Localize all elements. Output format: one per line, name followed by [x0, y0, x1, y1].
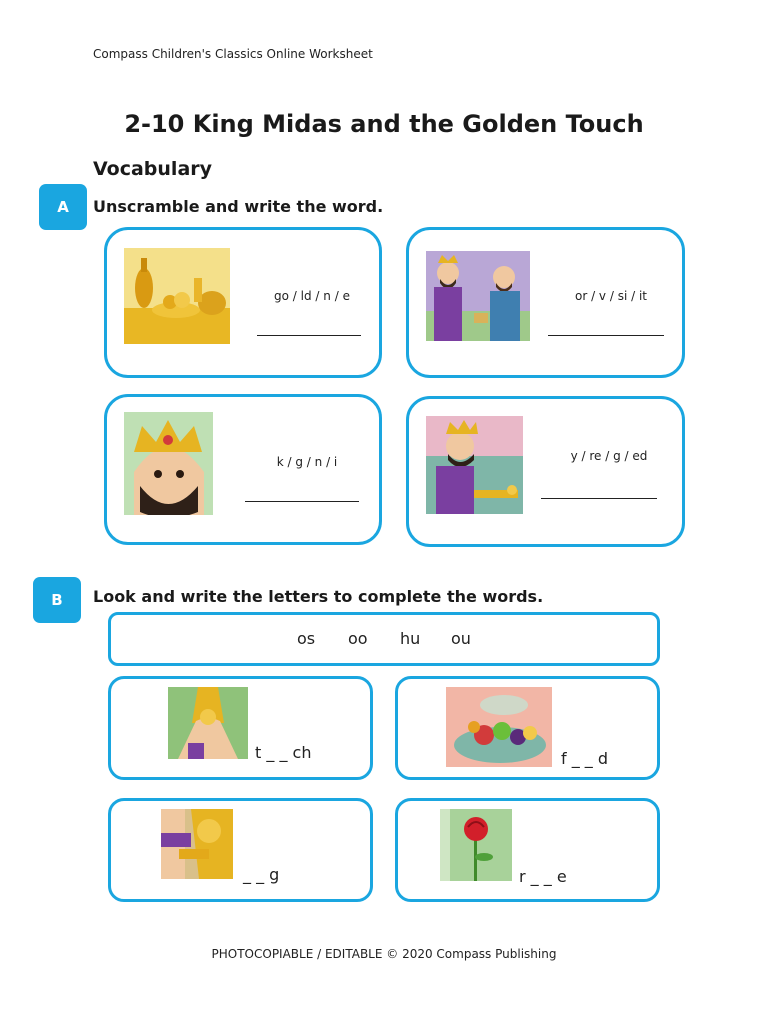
- word-card-2: [395, 676, 660, 780]
- answer-line[interactable]: [257, 335, 361, 336]
- word-bank-item: oo: [348, 629, 368, 648]
- word-card-3: [108, 798, 373, 902]
- section-heading: Vocabulary: [93, 158, 213, 180]
- word-bank-item: ou: [451, 629, 471, 648]
- unscramble-card-2: [406, 227, 685, 378]
- king-portrait-image: [124, 412, 213, 515]
- incomplete-word: t _ _ ch: [255, 743, 312, 762]
- scrambled-word: y / re / g / ed: [570, 449, 648, 463]
- word-card-1: [108, 676, 373, 780]
- rose-image: [440, 809, 512, 881]
- king-with-visitor-image: [426, 251, 530, 341]
- incomplete-word: _ _ g: [243, 865, 280, 884]
- worksheet-source-note: Compass Children's Classics Online Worksheet: [93, 47, 373, 61]
- incomplete-word: r _ _ e: [519, 867, 567, 886]
- unscramble-card-1: [104, 227, 382, 378]
- answer-line[interactable]: [541, 498, 657, 499]
- incomplete-word: f _ _ d: [561, 749, 609, 768]
- footer-copyright: PHOTOCOPIABLE / EDITABLE © 2020 Compass Publishing: [211, 947, 557, 961]
- answer-line[interactable]: [548, 335, 664, 336]
- golden-objects-image: [124, 248, 230, 344]
- fruit-bowl-image: [446, 687, 552, 767]
- word-bank-item: hu: [400, 629, 421, 648]
- section-a-instruction: Unscramble and write the word.: [93, 197, 384, 216]
- unscramble-card-3: [104, 394, 382, 545]
- hug-image: [161, 809, 233, 879]
- page-title: 2-10 King Midas and the Golden Touch: [124, 110, 644, 138]
- unscramble-card-4: [406, 396, 685, 547]
- answer-line[interactable]: [245, 501, 359, 502]
- greedy-king-image: [426, 416, 523, 514]
- word-card-4: [395, 798, 660, 902]
- section-a-badge: A: [39, 184, 87, 230]
- section-b-instruction: Look and write the letters to complete the words.: [93, 587, 544, 606]
- scrambled-word: or / v / si / it: [574, 289, 648, 303]
- word-bank: [108, 612, 660, 666]
- section-b-badge: B: [33, 577, 81, 623]
- scrambled-word: go / ld / n / e: [274, 289, 350, 303]
- word-bank-item: os: [297, 629, 316, 648]
- golden-touch-image: [168, 687, 248, 759]
- scrambled-word: k / g / n / i: [276, 455, 338, 469]
